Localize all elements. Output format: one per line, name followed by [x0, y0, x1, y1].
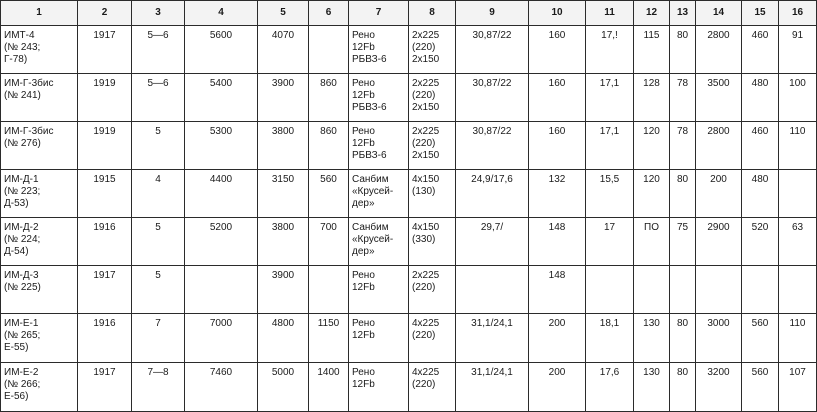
cell-c4: 7000	[185, 314, 258, 363]
column-header-5: 5	[258, 1, 309, 26]
column-header-2: 2	[78, 1, 132, 26]
cell-c4	[185, 266, 258, 314]
aircraft-name-cell-line: Д-53)	[4, 198, 29, 209]
cell-c10: 160	[529, 26, 586, 74]
engine-cell	[349, 218, 409, 266]
aircraft-name-cell	[1, 26, 78, 74]
power-cell	[409, 266, 456, 314]
header-row	[1, 1, 817, 26]
cell-c16: 100	[779, 74, 817, 122]
cell-c14: 2800	[696, 122, 742, 170]
engine-cell-line: 12Fb	[352, 379, 375, 390]
cell-c11: 15,5	[586, 170, 634, 218]
cell-c5: 3900	[258, 266, 309, 314]
cell-c16: 110	[779, 122, 817, 170]
cell-c2: 1916	[78, 218, 132, 266]
aircraft-name-cell-line: (№ 266;	[4, 379, 41, 390]
power-cell-line: 2х150	[412, 150, 440, 161]
cell-c13: 80	[670, 363, 696, 412]
power-cell-line: 2х225	[412, 30, 440, 41]
column-header-12: 12	[634, 1, 670, 26]
cell-c4: 5300	[185, 122, 258, 170]
power-cell	[409, 218, 456, 266]
column-header-11: 11	[586, 1, 634, 26]
cell-c3: 5—6	[132, 74, 185, 122]
power-cell-line: 4х150	[412, 174, 440, 185]
engine-cell-line: дер»	[352, 246, 375, 257]
engine-cell-line: Рено	[352, 126, 375, 137]
power-cell-line: 4х225	[412, 367, 440, 378]
aircraft-name-cell	[1, 218, 78, 266]
engine-cell-line: Рено	[352, 78, 375, 89]
cell-c6: 860	[309, 74, 349, 122]
cell-c13: 78	[670, 122, 696, 170]
cell-c14: 3200	[696, 363, 742, 412]
cell-c4: 5400	[185, 74, 258, 122]
cell-c12: 115	[634, 26, 670, 74]
cell-c10: 200	[529, 314, 586, 363]
cell-c9: 30,87/22	[456, 26, 529, 74]
table-row	[1, 74, 817, 122]
engine-cell-line: 12Fb	[352, 282, 375, 293]
table-row	[1, 363, 817, 412]
cell-c10: 148	[529, 218, 586, 266]
cell-c4: 5600	[185, 26, 258, 74]
cell-c2: 1916	[78, 314, 132, 363]
power-cell-line: (220)	[412, 90, 436, 101]
column-header-13: 13	[670, 1, 696, 26]
power-cell-line: (220)	[412, 42, 436, 53]
power-cell	[409, 363, 456, 412]
engine-cell-line: 12Fb	[352, 138, 375, 149]
engine-cell-line: «Крусей-	[352, 234, 394, 245]
aircraft-name-cell	[1, 314, 78, 363]
cell-c9: 24,9/17,6	[456, 170, 529, 218]
aircraft-name-cell-line: ИМ-Е-1	[4, 318, 39, 329]
cell-c16	[779, 266, 817, 314]
cell-c2: 1919	[78, 122, 132, 170]
cell-c10: 132	[529, 170, 586, 218]
column-header-6: 6	[309, 1, 349, 26]
table-row	[1, 266, 817, 314]
aircraft-name-cell-line: ИМ-Е-2	[4, 367, 39, 378]
column-header-16: 16	[779, 1, 817, 26]
power-cell-line: (220)	[412, 330, 436, 341]
aircraft-name-cell-line: Д-54)	[4, 246, 29, 257]
cell-c15: 480	[742, 170, 779, 218]
aircraft-name-cell	[1, 74, 78, 122]
cell-c2: 1917	[78, 363, 132, 412]
cell-c14: 3000	[696, 314, 742, 363]
cell-c13: 80	[670, 26, 696, 74]
engine-cell-line: 12Fb	[352, 90, 375, 101]
cell-c15: 460	[742, 26, 779, 74]
column-header-8: 8	[409, 1, 456, 26]
cell-c12: 130	[634, 314, 670, 363]
cell-c12: 130	[634, 363, 670, 412]
cell-c15: 560	[742, 314, 779, 363]
column-header-9: 9	[456, 1, 529, 26]
column-header-7: 7	[349, 1, 409, 26]
column-header-14: 14	[696, 1, 742, 26]
power-cell-line: 2х225	[412, 270, 440, 281]
cell-c9: 29,7/	[456, 218, 529, 266]
power-cell-line: 2х225	[412, 126, 440, 137]
aircraft-name-cell-line: Е-55)	[4, 342, 29, 353]
cell-c15: 560	[742, 363, 779, 412]
cell-c5: 3800	[258, 218, 309, 266]
cell-c10: 160	[529, 122, 586, 170]
engine-cell-line: РБВЗ-6	[352, 102, 387, 113]
engine-cell-line: Рено	[352, 270, 375, 281]
cell-c14: 2800	[696, 26, 742, 74]
cell-c5: 4800	[258, 314, 309, 363]
cell-c15: 460	[742, 122, 779, 170]
cell-c12: ПО	[634, 218, 670, 266]
cell-c14	[696, 266, 742, 314]
column-header-3: 3	[132, 1, 185, 26]
engine-cell-line: Рено	[352, 367, 375, 378]
column-header-4: 4	[185, 1, 258, 26]
engine-cell-line: РБВЗ-6	[352, 54, 387, 65]
column-header-1: 1	[1, 1, 78, 26]
cell-c4: 5200	[185, 218, 258, 266]
power-cell-line: 4х150	[412, 222, 440, 233]
aircraft-name-cell-line: Г-78)	[4, 54, 28, 65]
cell-c10: 160	[529, 74, 586, 122]
power-cell-line: (220)	[412, 138, 436, 149]
cell-c15: 520	[742, 218, 779, 266]
cell-c15	[742, 266, 779, 314]
cell-c9: 30,87/22	[456, 122, 529, 170]
cell-c2: 1919	[78, 74, 132, 122]
power-cell-line: (130)	[412, 186, 436, 197]
cell-c11: 17,1	[586, 74, 634, 122]
power-cell	[409, 74, 456, 122]
aircraft-name-cell-line: ИМ-Г-3бис	[4, 78, 54, 89]
cell-c5: 5000	[258, 363, 309, 412]
cell-c3: 5	[132, 266, 185, 314]
power-cell	[409, 314, 456, 363]
cell-c11: 17,6	[586, 363, 634, 412]
cell-c3: 7—8	[132, 363, 185, 412]
table-row	[1, 122, 817, 170]
aircraft-name-cell-line: ИМ-Д-1	[4, 174, 39, 185]
power-cell	[409, 170, 456, 218]
power-cell	[409, 26, 456, 74]
aircraft-name-cell-line: (№ 225)	[4, 282, 41, 293]
aircraft-name-cell-line: (№ 265;	[4, 330, 41, 341]
cell-c3: 5	[132, 218, 185, 266]
engine-cell	[349, 314, 409, 363]
cell-c2: 1917	[78, 266, 132, 314]
power-cell	[409, 122, 456, 170]
aircraft-name-cell-line: ИМТ-4	[4, 30, 35, 41]
aircraft-name-cell-line: (№ 241)	[4, 90, 41, 101]
engine-cell-line: Рено	[352, 318, 375, 329]
table-body	[1, 26, 817, 412]
engine-cell-line: Санбим	[352, 174, 389, 185]
engine-cell-line: 12Fb	[352, 42, 375, 53]
table-row	[1, 314, 817, 363]
cell-c6: 1400	[309, 363, 349, 412]
column-header-15: 15	[742, 1, 779, 26]
cell-c11: 17,1	[586, 122, 634, 170]
aircraft-name-cell	[1, 266, 78, 314]
cell-c4: 4400	[185, 170, 258, 218]
engine-cell	[349, 170, 409, 218]
cell-c3: 4	[132, 170, 185, 218]
aircraft-name-cell-line: (№ 243;	[4, 42, 41, 53]
engine-cell-line: 12Fb	[352, 330, 375, 341]
cell-c16: 91	[779, 26, 817, 74]
aircraft-name-cell	[1, 363, 78, 412]
engine-cell-line: Рено	[352, 30, 375, 41]
cell-c12: 120	[634, 122, 670, 170]
cell-c16: 63	[779, 218, 817, 266]
power-cell-line: 2х150	[412, 54, 440, 65]
cell-c6	[309, 266, 349, 314]
cell-c5: 3150	[258, 170, 309, 218]
power-cell-line: (220)	[412, 379, 436, 390]
aircraft-name-cell-line: Е-56)	[4, 391, 29, 402]
cell-c11: 17	[586, 218, 634, 266]
aircraft-name-cell-line: (№ 276)	[4, 138, 41, 149]
engine-cell	[349, 74, 409, 122]
cell-c10: 148	[529, 266, 586, 314]
cell-c13: 80	[670, 170, 696, 218]
power-cell-line: 2х225	[412, 78, 440, 89]
cell-c6: 860	[309, 122, 349, 170]
table-row	[1, 170, 817, 218]
cell-c9: 31,1/24,1	[456, 314, 529, 363]
cell-c11	[586, 266, 634, 314]
aircraft-name-cell	[1, 170, 78, 218]
aircraft-name-cell-line: ИМ-Д-2	[4, 222, 39, 233]
cell-c14: 3500	[696, 74, 742, 122]
aircraft-name-cell-line: ИМ-Д-3	[4, 270, 39, 281]
aircraft-name-cell-line: (№ 223;	[4, 186, 41, 197]
cell-c16: 107	[779, 363, 817, 412]
aircraft-name-cell-line: (№ 224;	[4, 234, 41, 245]
cell-c9: 31,1/24,1	[456, 363, 529, 412]
cell-c11: 18,1	[586, 314, 634, 363]
aircraft-name-cell	[1, 122, 78, 170]
cell-c4: 7460	[185, 363, 258, 412]
cell-c16	[779, 170, 817, 218]
cell-c5: 3800	[258, 122, 309, 170]
cell-c6: 560	[309, 170, 349, 218]
cell-c9: 30,87/22	[456, 74, 529, 122]
cell-c6: 1150	[309, 314, 349, 363]
power-cell-line: 4х225	[412, 318, 440, 329]
cell-c13: 75	[670, 218, 696, 266]
cell-c10: 200	[529, 363, 586, 412]
cell-c9	[456, 266, 529, 314]
cell-c3: 5	[132, 122, 185, 170]
table-row	[1, 218, 817, 266]
cell-c12	[634, 266, 670, 314]
cell-c5: 3900	[258, 74, 309, 122]
power-cell-line: 2х150	[412, 102, 440, 113]
cell-c15: 480	[742, 74, 779, 122]
engine-cell	[349, 122, 409, 170]
cell-c3: 5—6	[132, 26, 185, 74]
cell-c13: 78	[670, 74, 696, 122]
engine-cell	[349, 266, 409, 314]
cell-c12: 120	[634, 170, 670, 218]
cell-c16: 110	[779, 314, 817, 363]
cell-c14: 200	[696, 170, 742, 218]
power-cell-line: (220)	[412, 282, 436, 293]
engine-cell-line: РБВЗ-6	[352, 150, 387, 161]
cell-c6: 700	[309, 218, 349, 266]
cell-c14: 2900	[696, 218, 742, 266]
column-header-10: 10	[529, 1, 586, 26]
table-row	[1, 26, 817, 74]
engine-cell-line: «Крусей-	[352, 186, 394, 197]
aircraft-name-cell-line: ИМ-Г-3бис	[4, 126, 54, 137]
engine-cell	[349, 363, 409, 412]
engine-cell-line: дер»	[352, 198, 375, 209]
cell-c13	[670, 266, 696, 314]
cell-c13: 80	[670, 314, 696, 363]
engine-cell	[349, 26, 409, 74]
cell-c3: 7	[132, 314, 185, 363]
power-cell-line: (330)	[412, 234, 436, 245]
cell-c12: 128	[634, 74, 670, 122]
engine-cell-line: Санбим	[352, 222, 389, 233]
cell-c2: 1917	[78, 26, 132, 74]
cell-c2: 1915	[78, 170, 132, 218]
cell-c5: 4070	[258, 26, 309, 74]
cell-c6	[309, 26, 349, 74]
cell-c11: 17,!	[586, 26, 634, 74]
